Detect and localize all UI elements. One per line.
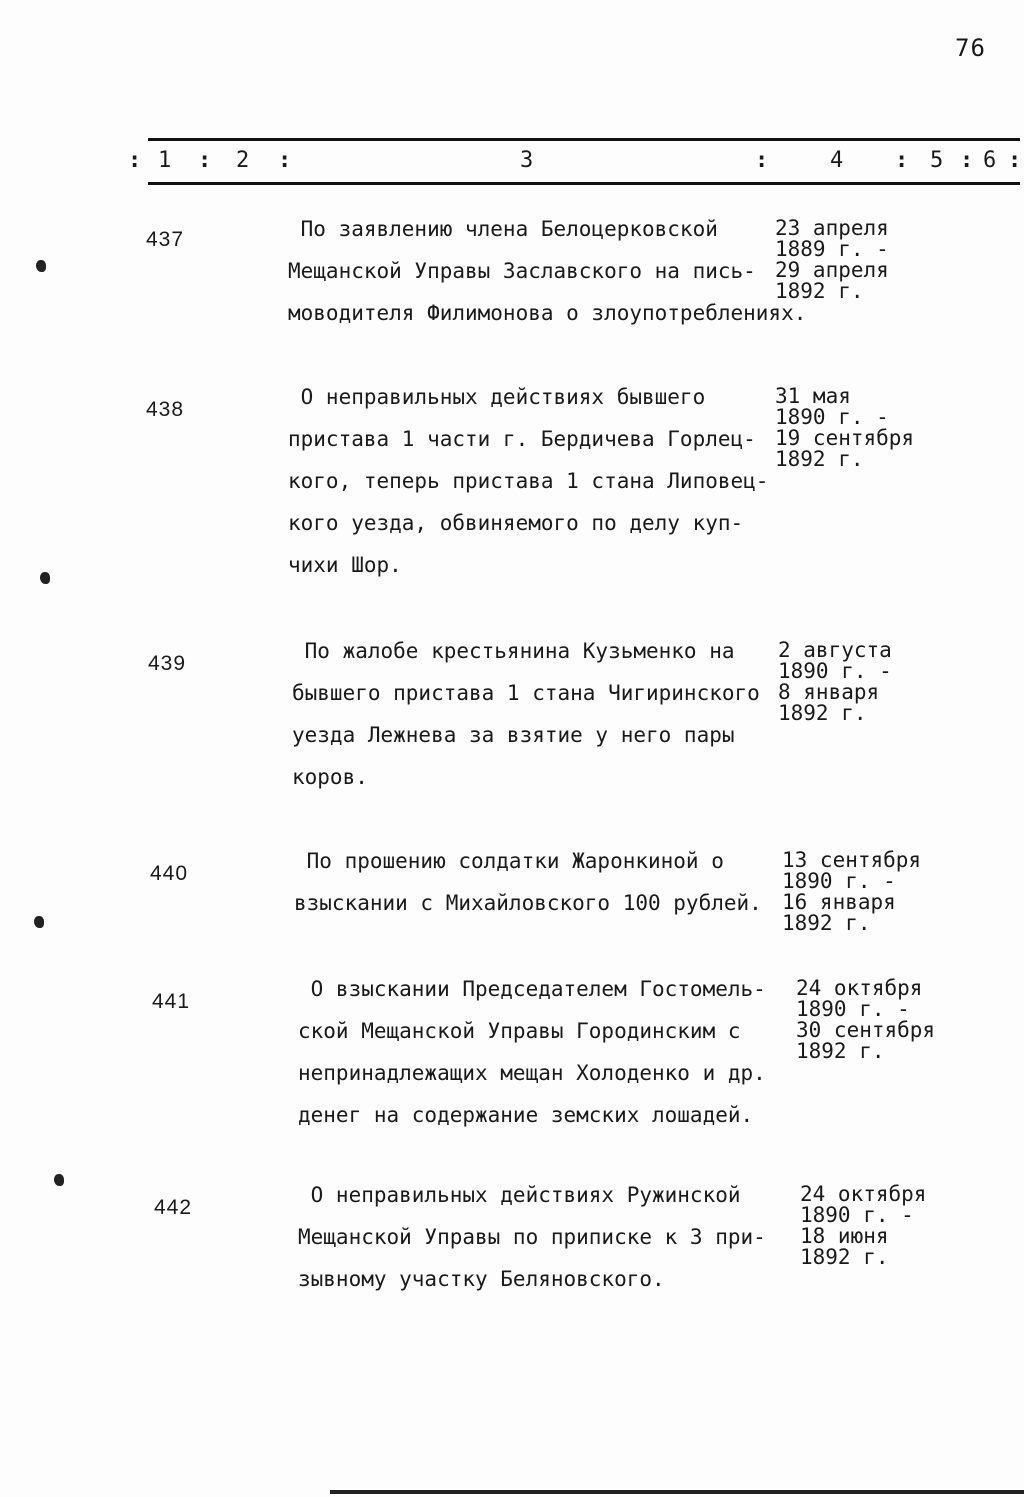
binding-mark	[34, 916, 44, 928]
record-number: 438	[146, 398, 185, 421]
page-bottom-edge	[330, 1490, 1024, 1494]
column-header-5: 5	[930, 148, 944, 173]
column-header-6: 6	[983, 148, 997, 173]
column-separator: :	[198, 148, 212, 173]
record-description: По жалобе крестьянина Кузьменко на бывшего пристава 1 стана Чигиринского уезда Лежнева за взятие у него пары коров.	[292, 639, 760, 789]
record-dates: 24 октября 1890 г. - 18 июня 1892 г.	[800, 1182, 927, 1269]
record-description: О взыскании Председателем Гостомель- ской Мещанской Управы Городинским с непринадлежащих мещан Холоденко и др. денег на содержание земских лошадей.	[298, 977, 766, 1127]
record-dates: 31 мая 1890 г. - 19 сентября 1892 г.	[775, 384, 915, 471]
record-dates: 13 сентября 1890 г. - 16 января 1892 г.	[782, 848, 922, 935]
column-header-1: 1	[158, 148, 172, 173]
record-dates: 23 апреля 1889 г. - 29 апреля 1892 г.	[775, 216, 889, 303]
record-dates: 2 августа 1890 г. - 8 января 1892 г.	[778, 638, 892, 725]
column-separator: :	[128, 148, 142, 173]
column-header-row	[0, 148, 1024, 178]
column-separator: :	[895, 148, 909, 173]
record-number: 442	[154, 1196, 193, 1219]
column-header-4: 4	[830, 148, 844, 173]
record-description: О неправильных действиях бывшего пристава 1 части г. Бердичева Горлец- кого, теперь пристава 1 стана Липовец- кого уезда, обвиняемого по делу куп- чихи Шор.	[288, 385, 769, 577]
column-separator: :	[1008, 148, 1022, 173]
record-number: 441	[152, 990, 191, 1013]
binding-mark	[54, 1174, 64, 1186]
header-bottom-rule	[148, 182, 1020, 185]
record-number: 440	[150, 862, 189, 885]
record-number: 439	[148, 652, 187, 675]
header-top-rule	[148, 138, 1020, 141]
binding-mark	[40, 572, 50, 584]
record-description: О неправильных действиях Ружинской Мещанской Управы по приписке к 3 при- зывному участку Беляновского.	[298, 1183, 766, 1291]
column-separator: :	[755, 148, 769, 173]
column-header-3: 3	[520, 148, 534, 173]
record-description: По прошению солдатки Жаронкиной о взыскании с Михайловского 100 рублей.	[294, 849, 762, 915]
record-description: По заявлению члена Белоцерковской Мещанской Управы Заславского на пись- моводителя Филимонова о злоупотреблениях.	[288, 217, 807, 325]
column-separator: :	[960, 148, 974, 173]
column-header-2: 2	[236, 148, 250, 173]
record-dates: 24 октября 1890 г. - 30 сентября 1892 г.	[796, 976, 936, 1063]
page-number: 76	[955, 34, 986, 62]
record-number: 437	[146, 228, 185, 251]
column-separator: :	[278, 148, 292, 173]
binding-mark	[36, 260, 46, 272]
